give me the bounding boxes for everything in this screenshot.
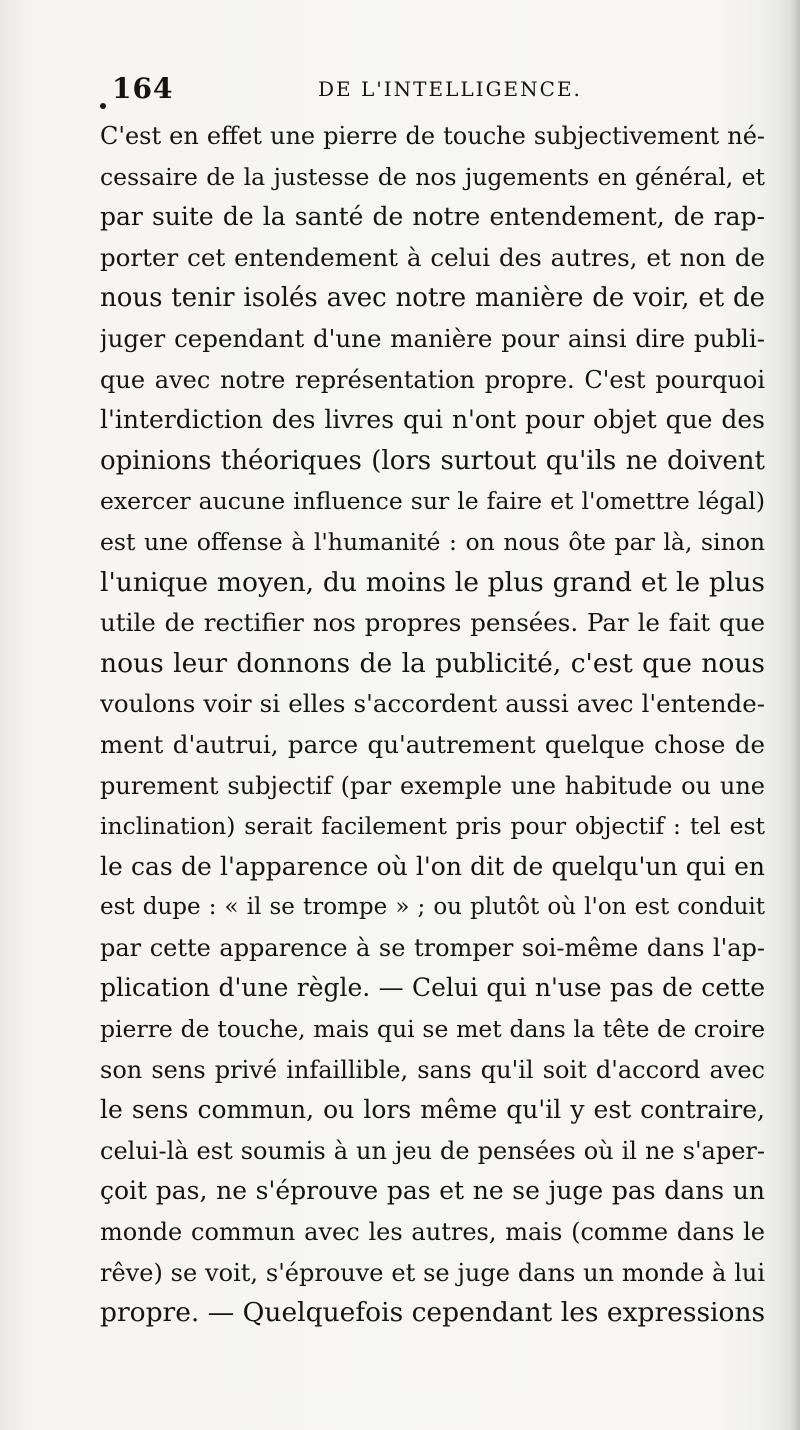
text-line: le cas de l'apparence où l'on dit de quelqu'un qui en bbox=[100, 851, 765, 881]
text-line: exercer aucune influence sur le faire et l'omettre légal) bbox=[100, 487, 765, 516]
running-head: DE L'INTELLIGENCE. bbox=[318, 77, 582, 101]
text-line: ment d'autrui, parce qu'autrement quelque chose de bbox=[100, 729, 765, 759]
text-line: l'unique moyen, du moins le plus grand et le plus bbox=[100, 566, 765, 598]
text-line: utile de rectifier nos propres pensées. Par le fait que bbox=[100, 608, 765, 638]
text-line: inclination) serait facilement pris pour objectif : tel est bbox=[100, 812, 765, 841]
text-line: C'est en effet une pierre de touche subjectivement né- bbox=[100, 122, 765, 150]
text-line: juger cependant d'une manière pour ainsi dire publi- bbox=[100, 323, 765, 353]
page-header bbox=[100, 72, 760, 108]
text-line: porter cet entendement à celui des autres, et non de bbox=[100, 242, 765, 272]
text-line: rêve) se voit, s'éprouve et se juge dans un monde à lui bbox=[100, 1258, 765, 1287]
text-line: pierre de touche, mais qui se met dans la tête de croire bbox=[100, 1015, 765, 1044]
text-line: opinions théoriques (lors surtout qu'ils ne doivent bbox=[100, 445, 765, 476]
text-line: est dupe : « il se trompe » ; ou plutôt où l'on est conduit bbox=[100, 894, 765, 921]
text-line: plication d'une règle. — Celui qui n'use pas de cette bbox=[100, 973, 765, 1003]
body-text bbox=[100, 116, 765, 1334]
text-line: que avec notre représentation propre. C'est pourquoi bbox=[100, 365, 765, 394]
text-line: par suite de la santé de notre entendement, de rap- bbox=[100, 202, 765, 232]
text-line: nous tenir isolés avec notre manière de voir, et de bbox=[100, 283, 765, 314]
text-line: monde commun avec les autres, mais (comme dans le bbox=[100, 1218, 765, 1247]
text-line: propre. — Quelquefois cependant les expressions bbox=[100, 1297, 765, 1329]
text-line: est une offense à l'humanité : on nous ôte par là, sinon bbox=[100, 527, 765, 556]
text-line: celui-là est soumis à un jeu de pensées où il ne s'aper- bbox=[100, 1136, 765, 1165]
text-line: son sens privé infaillible, sans qu'il soit d'accord avec bbox=[100, 1055, 765, 1084]
ink-dot-mark bbox=[100, 103, 106, 109]
text-line: purement subjectif (par exemple une habitude ou une bbox=[100, 771, 765, 800]
text-line: l'interdiction des livres qui n'ont pour objet que des bbox=[100, 405, 765, 435]
page-number: 164 bbox=[112, 72, 174, 105]
text-line: çoit pas, ne s'éprouve pas et ne se juge pas dans un bbox=[100, 1176, 765, 1206]
text-line: le sens commun, ou lors même qu'il y est contraire, bbox=[100, 1095, 765, 1125]
page-edge-shadow bbox=[790, 0, 800, 1430]
text-line: nous leur donnons de la publicité, c'est que nous bbox=[100, 647, 765, 679]
text-line: voulons voir si elles s'accordent aussi avec l'entende- bbox=[100, 689, 765, 719]
text-line: par cette apparence à se tromper soi-même dans l'ap- bbox=[100, 933, 765, 962]
text-line: cessaire de la justesse de nos jugements en général, et bbox=[100, 162, 765, 191]
